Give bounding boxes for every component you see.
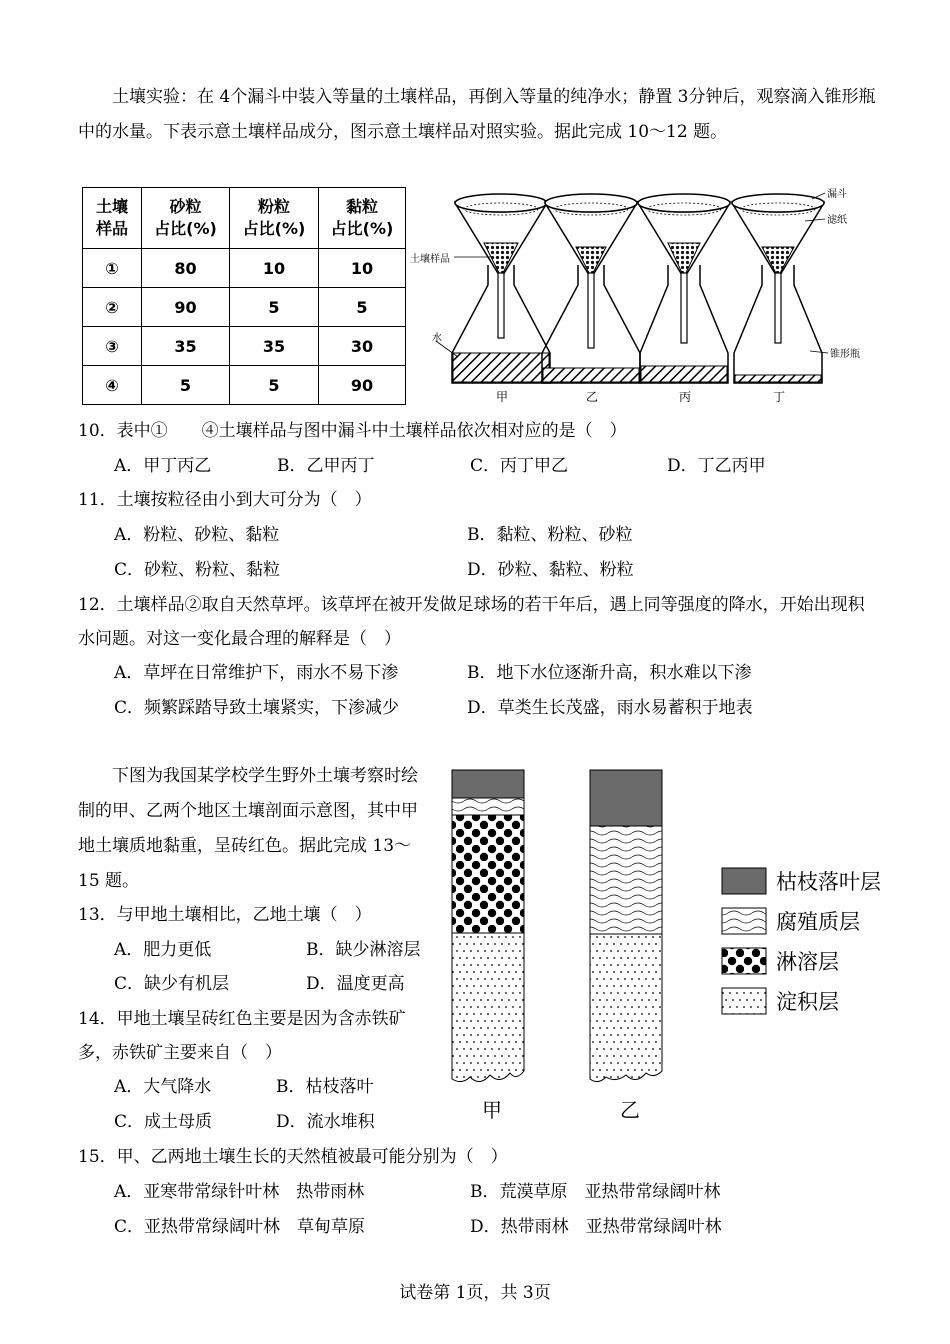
legend <box>722 868 881 1014</box>
flask-name-yi: 乙 <box>586 390 599 404</box>
label-soil-sample: 土壤样品 <box>410 254 450 265</box>
table-cell: 35 <box>230 327 319 366</box>
profile-jia <box>452 770 524 1082</box>
question-13-option-d: D．温度更高 <box>306 974 405 994</box>
question-13-option-a: A．肥力更低 <box>114 940 212 960</box>
table-cell: ① <box>83 249 142 288</box>
question-13-option-b: B．缺少淋溶层 <box>306 940 421 960</box>
table-header-cell: 土壤 样品 <box>83 188 142 249</box>
legend-label-eluvial: 淋溶层 <box>776 950 839 974</box>
legend-swatch-humus <box>722 908 766 934</box>
question-15-option-d: D．热带雨林 亚热带常绿阔叶林 <box>470 1217 722 1237</box>
label-filter-paper: 滤纸 <box>827 215 847 226</box>
table-cell: 30 <box>319 327 406 366</box>
legend-label-illuvial: 淀积层 <box>776 990 839 1014</box>
flask-jia <box>452 194 550 383</box>
table-cell: 5 <box>319 288 406 327</box>
question-13-option-c: C．缺少有机层 <box>114 974 230 994</box>
question-11-stem: 11．土壤按粒径由小到大可分为（ ） <box>78 490 372 510</box>
table-row <box>83 288 406 327</box>
question-10-option-c: C．丙丁甲乙 <box>470 456 569 476</box>
question-10-option-b: B．乙甲丙丁 <box>277 456 375 476</box>
table-cell: 10 <box>230 249 319 288</box>
table-cell: 35 <box>142 327 230 366</box>
question-15-option-c: C．亚热带常绿阔叶林 草甸草原 <box>114 1217 366 1237</box>
legend-swatch-illuvial <box>722 988 766 1014</box>
table-cell: 80 <box>142 249 230 288</box>
question-14-option-b: B．枯枝落叶 <box>276 1077 374 1097</box>
flask-bing <box>638 194 730 383</box>
question-10-option-a: A．甲丁丙乙 <box>114 456 212 476</box>
table-cell: 5 <box>142 366 230 405</box>
question-10-stem: 10．表中① ④土壤样品与图中漏斗中土壤样品依次相对应的是（ ） <box>78 421 627 441</box>
question-14-option-a: A．大气降水 <box>114 1077 212 1097</box>
question-15-option-a: A．亚寒带常绿针叶林 热带雨林 <box>114 1182 365 1202</box>
table-row <box>83 366 406 405</box>
question-14-option-d: D．流水堆积 <box>276 1112 375 1132</box>
intro-paragraph-1: 土壤实验：在 4个漏斗中装入等量的土壤样品，再倒入等量的纯净水；静置 3分钟后，观察滴入锥形瓶中的水量。下表示意土壤样品成分，图示意土壤样品对照实验。据此完成 10～12 题。 <box>78 87 876 142</box>
table-header-row <box>83 188 406 249</box>
question-15-option-b: B．荒漠草原 亚热带常绿阔叶林 <box>470 1182 721 1202</box>
intro-paragraph-2: 下图为我国某学校学生野外土壤考察时绘制的甲、乙两个地区土壤剖面示意图，其中甲地土壤质地黏重，呈砖红色。据此完成 13～15 题。 <box>78 766 418 891</box>
flask-name-jia: 甲 <box>496 390 509 404</box>
funnel-experiment-diagram <box>410 185 880 410</box>
question-11-option-c: C．砂粒、粉粒、黏粒 <box>114 560 281 580</box>
question-12-stem: 12．土壤样品②取自天然草坪。该草坪在被开发做足球场的若干年后，遇上同等强度的降水，开始出现积水问题。对这一变化最合理的解释是（ ） <box>78 595 865 649</box>
legend-swatch-eluvial <box>722 948 766 974</box>
table-row <box>83 249 406 288</box>
question-11-option-a: A．粉粒、砂粒、黏粒 <box>114 525 280 545</box>
flask-ding <box>732 194 824 383</box>
profile-name-yi: 乙 <box>620 1098 640 1122</box>
table-cell: ② <box>83 288 142 327</box>
table-header-cell: 粉粒 占比(%) <box>230 188 319 249</box>
table-header-cell: 黏粒 占比(%) <box>319 188 406 249</box>
table-cell: 5 <box>230 288 319 327</box>
label-flask: 锥形瓶 <box>830 349 860 360</box>
table-cell: 90 <box>319 366 406 405</box>
question-15-stem: 15．甲、乙两地土壤生长的天然植被最可能分别为（ ） <box>78 1147 508 1167</box>
table-header-cell: 砂粒 占比(%) <box>142 188 230 249</box>
profile-name-jia: 甲 <box>482 1098 502 1122</box>
question-12-option-b: B．地下水位逐渐升高，积水难以下渗 <box>467 663 752 683</box>
table-cell: 90 <box>142 288 230 327</box>
label-water: 水 <box>432 333 442 344</box>
soil-composition-table <box>82 187 406 405</box>
profile-yi <box>590 770 662 1082</box>
question-13-stem: 13．与甲地土壤相比，乙地土壤（ ） <box>78 905 372 925</box>
table-cell: ③ <box>83 327 142 366</box>
legend-label-litter: 枯枝落叶层 <box>776 870 881 894</box>
question-12-option-a: A．草坪在日常维护下，雨水不易下渗 <box>114 663 399 683</box>
table-row <box>83 327 406 366</box>
table-cell: 10 <box>319 249 406 288</box>
legend-swatch-litter <box>722 868 766 894</box>
question-14-option-c: C．成土母质 <box>114 1112 213 1132</box>
question-12-option-c: C．频繁踩踏导致土壤紧实，下渗减少 <box>114 698 400 718</box>
question-11-option-d: D．砂粒、黏粒、粉粒 <box>467 560 634 580</box>
label-funnel: 漏斗 <box>827 189 847 200</box>
question-10-option-d: D．丁乙丙甲 <box>667 456 766 476</box>
legend-label-humus: 腐殖质层 <box>776 910 860 934</box>
question-14-stem: 14．甲地土壤呈砖红色主要是因为含赤铁矿多，赤铁矿主要来自（ ） <box>78 1009 406 1063</box>
soil-profile-diagram <box>440 765 900 1125</box>
page-footer: 试卷第 1页，共 3页 <box>399 1283 551 1303</box>
flask-name-ding: 丁 <box>773 390 786 404</box>
question-12-option-d: D．草类生长茂盛，雨水易蓄积于地表 <box>467 698 753 718</box>
flask-name-bing: 丙 <box>679 390 692 404</box>
table-cell: ④ <box>83 366 142 405</box>
table-cell: 5 <box>230 366 319 405</box>
flask-yi <box>542 194 640 383</box>
question-11-option-b: B．黏粒、粉粒、砂粒 <box>467 525 633 545</box>
